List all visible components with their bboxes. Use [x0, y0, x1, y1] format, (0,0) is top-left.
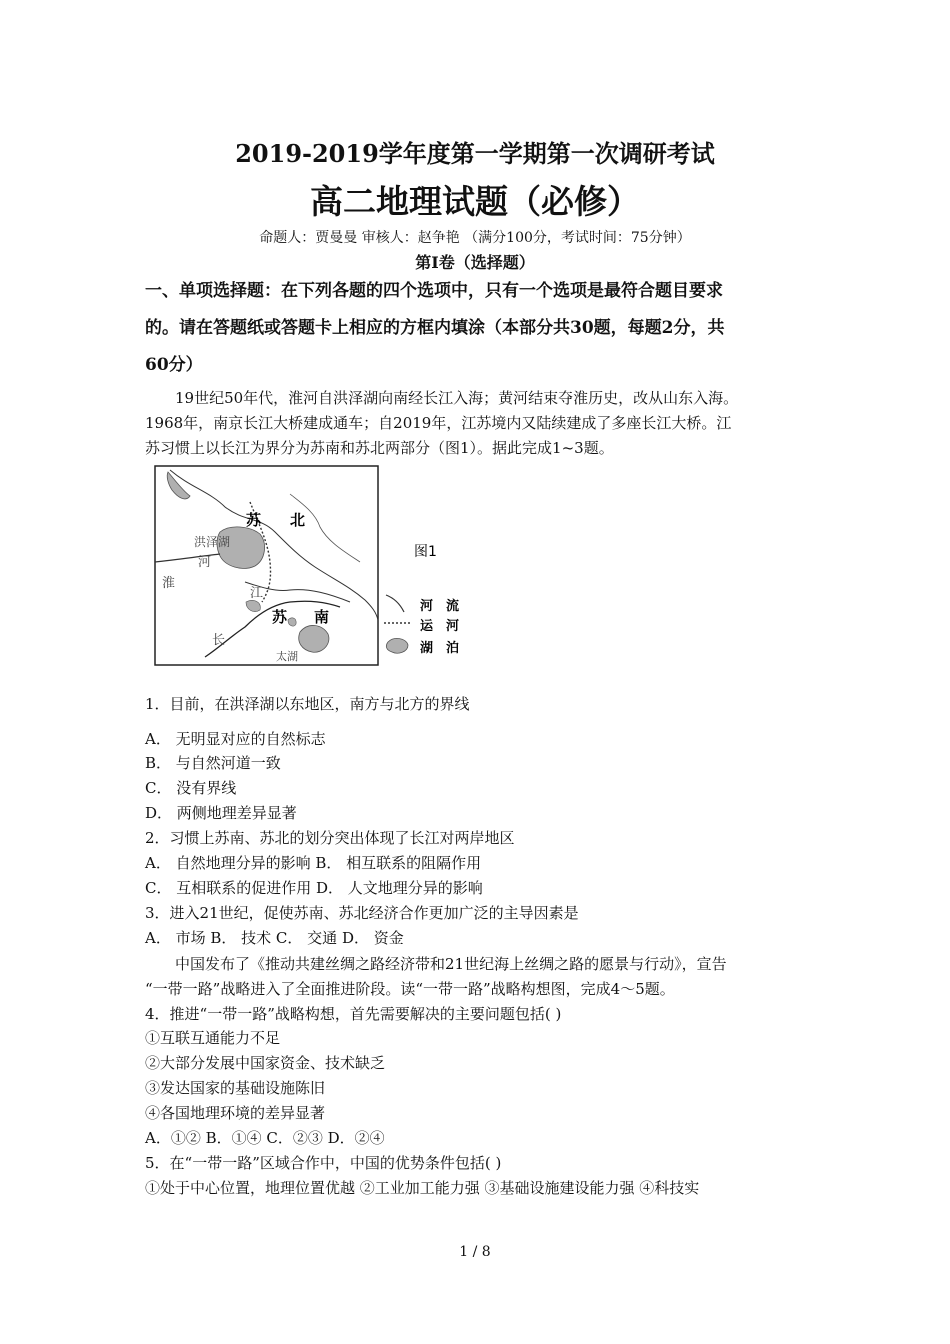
- question-line: 3．进入21世纪，促使苏南、苏北经济合作更加广泛的主导因素是: [145, 904, 579, 922]
- question-line: D． 两侧地理差异显著: [145, 804, 297, 822]
- section-instruction-line2: 的。请在答题纸或答题卡上相应的方框内填涂（本部分共30题，每题2分，共: [145, 318, 725, 338]
- map-label-su-north: 苏: [246, 511, 262, 529]
- figure1-caption: 图1: [414, 544, 437, 560]
- passage-line: 苏习惯上以长江为界分为苏南和苏北两部分（图1）。据此完成1~3题。: [145, 439, 614, 457]
- map-label-bei: 北: [290, 511, 306, 529]
- map-label-hongze: 洪泽湖: [194, 535, 231, 549]
- question-line: “一带一路”战略进入了全面推进阶段。读“一带一路”战略构想图，完成4～5题。: [145, 980, 675, 998]
- exam-meta: 命题人：贾曼曼 审核人：赵争艳 （满分100分，考试时间：75分钟）: [259, 230, 691, 246]
- legend-lake-label: 湖 泊: [420, 641, 460, 656]
- legend-river-symbol: [386, 595, 404, 612]
- map-label-nan: 南: [314, 608, 330, 626]
- map-label-huai: 淮: [162, 576, 176, 591]
- question-line: A．①② B．①④ C．②③ D．②④: [145, 1129, 385, 1147]
- map-label-jiang: 江: [250, 586, 264, 601]
- question-line: A． 自然地理分异的影响 B． 相互联系的阻隔作用: [145, 854, 482, 872]
- question-line: ④各国地理环境的差异显著: [145, 1104, 326, 1122]
- map-label-su-south: 苏: [272, 608, 288, 626]
- legend-canal-label: 运 河: [420, 619, 460, 634]
- question-line: 中国发布了《推动共建丝绸之路经济带和21世纪海上丝绸之路的愿景与行动》，宣告: [145, 955, 727, 973]
- question-line: A． 无明显对应的自然标志: [145, 730, 326, 748]
- map-label-taihu: 太湖: [276, 650, 298, 663]
- question-line: ②大部分发展中国家资金、技术缺乏: [145, 1054, 386, 1072]
- passage-line: 19世纪50年代，淮河自洪泽湖向南经长江入海；黄河结束夺淮历史，改从山东入海。: [145, 389, 739, 407]
- map-label-chang: 长: [212, 633, 226, 648]
- exam-header: 2019-2019学年度第一学期第一次调研考试: [235, 139, 715, 168]
- question-line: 1．目前，在洪泽湖以东地区，南方与北方的界线: [145, 695, 470, 713]
- question-line: 5．在“一带一路”区域合作中，中国的优势条件包括( ): [145, 1154, 502, 1172]
- page-title: 高二地理试题（必修）: [310, 182, 640, 221]
- question-line: 4．推进“一带一路”战略构想，首先需要解决的主要问题包括( ): [145, 1005, 562, 1023]
- map-label-he: 河: [198, 555, 212, 570]
- figure1-map: [150, 462, 480, 670]
- question-line: C． 互相联系的促进作用 D． 人文地理分异的影响: [145, 879, 483, 897]
- volume-heading: 第I卷（选择题）: [415, 253, 535, 272]
- section-instruction-line3: 60分）: [145, 355, 203, 375]
- legend-river-label: 河 流: [420, 599, 460, 614]
- question-line: A． 市场 B． 技术 C． 交通 D． 资金: [145, 929, 404, 947]
- page-number: 1 / 8: [459, 1244, 491, 1260]
- question-line: C． 没有界线: [145, 779, 237, 797]
- legend-lake-symbol: [386, 638, 408, 653]
- question-line: 2．习惯上苏南、苏北的划分突出体现了长江对两岸地区: [145, 829, 515, 847]
- section-instruction-line1: 一、单项选择题：在下列各题的四个选项中，只有一个选项是最符合题目要求: [145, 281, 723, 301]
- question-line: ③发达国家的基础设施陈旧: [145, 1079, 326, 1097]
- question-line: B． 与自然河道一致: [145, 754, 281, 772]
- question-line: ①互联互通能力不足: [145, 1029, 281, 1047]
- passage-line: 1968年，南京长江大桥建成通车；自2019年，江苏境内又陆续建成了多座长江大桥。江: [145, 414, 732, 432]
- question-line: ①处于中心位置，地理位置优越 ②工业加工能力强 ③基础设施建设能力强 ④科技实: [145, 1179, 700, 1197]
